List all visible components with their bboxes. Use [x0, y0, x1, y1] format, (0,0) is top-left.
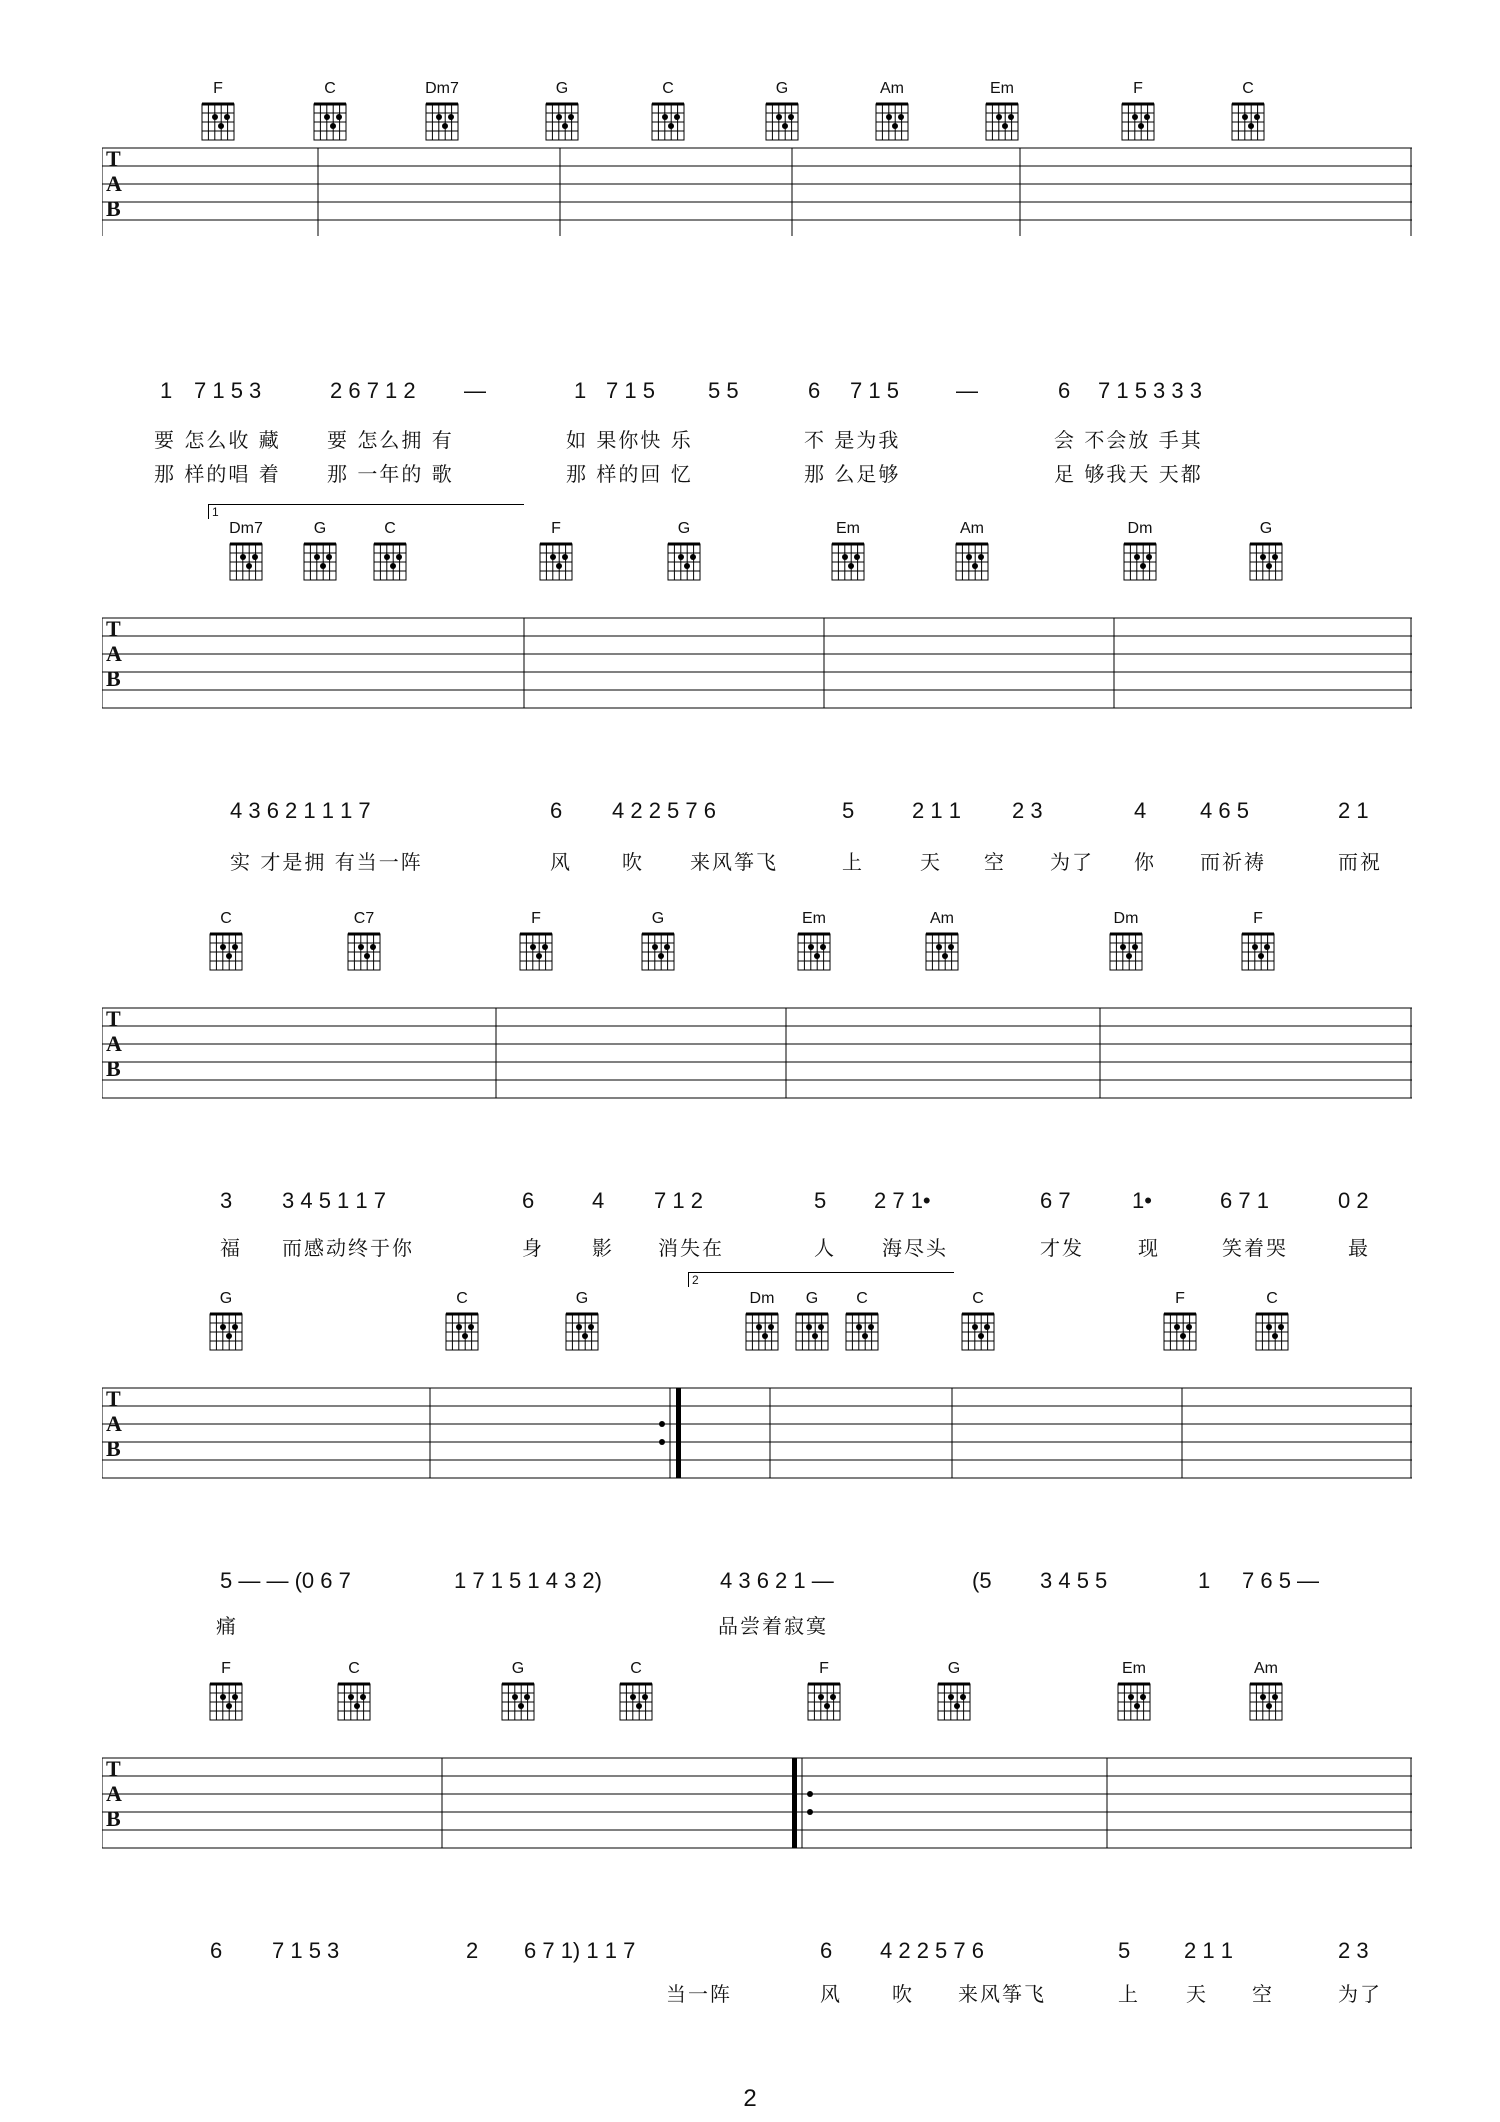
- chord-name: F: [1175, 1290, 1185, 1307]
- chord-grid-icon: [206, 928, 246, 972]
- chord-diagram: [736, 1290, 788, 1352]
- chord-grid-icon: [542, 98, 582, 142]
- chord-diagram: [632, 910, 684, 972]
- chord-grid-icon: [648, 98, 688, 142]
- chord-grid-icon: [638, 928, 678, 972]
- chord-grid-icon: [794, 928, 834, 972]
- tab-staff: [102, 146, 1412, 236]
- tab-clef: T A B: [106, 1006, 122, 1081]
- chord-name: G: [555, 80, 569, 97]
- chord-diagram: [338, 910, 390, 972]
- chord-grid-icon: [206, 1678, 246, 1722]
- chord-diagram: [1222, 80, 1274, 142]
- chord-diagram: [928, 1660, 980, 1722]
- chord-diagram: [294, 520, 346, 582]
- chord-diagram: [976, 80, 1028, 142]
- chord-grid-icon: [804, 1678, 844, 1722]
- tab-staff-lines: [102, 616, 1412, 710]
- chord-name: Em: [802, 910, 826, 927]
- chord-diagram: [436, 1290, 488, 1352]
- chord-grid-icon: [562, 1308, 602, 1352]
- chord-grid-icon: [742, 1308, 782, 1352]
- chord-grid-icon: [344, 928, 384, 972]
- chord-grid-icon: [762, 98, 802, 142]
- chord-grid-icon: [792, 1308, 832, 1352]
- number-line: 3 3 4 5 1 1 7 6 4 7 1 2 5 2 7 1• 6 7 1• 6 7 1 0 2: [220, 1188, 1369, 1213]
- page-number: 2: [743, 2085, 757, 2112]
- chord-diagram: [510, 910, 562, 972]
- chord-name: G: [219, 1290, 233, 1307]
- chord-diagram: [756, 80, 808, 142]
- chord-diagram: [1112, 80, 1164, 142]
- chord-diagram: [192, 80, 244, 142]
- chord-name: F: [1253, 910, 1263, 927]
- lyric-line-1: 实 才是拥 有当一阵 风 吹 来风筝飞 上 天 空 为了 你 而祈祷 而祝: [230, 850, 1382, 874]
- chord-diagram: [200, 1660, 252, 1722]
- chord-diagram: [1154, 1290, 1206, 1352]
- chord-diagram: [946, 520, 998, 582]
- chord-diagram: [328, 1660, 380, 1722]
- chord-grid-icon: [442, 1308, 482, 1352]
- chord-diagram: [658, 520, 710, 582]
- chord-grid-icon: [872, 98, 912, 142]
- chord-diagram: [822, 520, 874, 582]
- chord-grid-icon: [498, 1678, 538, 1722]
- chord-diagram: [1240, 1660, 1292, 1722]
- chord-grid-icon: [842, 1308, 882, 1352]
- chord-grid-icon: [198, 98, 238, 142]
- chord-grid-icon: [536, 538, 576, 582]
- chord-grid-icon: [1160, 1308, 1200, 1352]
- chord-diagram: [364, 520, 416, 582]
- tab-staff: [102, 1756, 1412, 1846]
- chord-name: G: [677, 520, 691, 537]
- chord-grid-icon: [664, 538, 704, 582]
- chord-grid-icon: [206, 1308, 246, 1352]
- tab-staff-lines: [102, 1006, 1412, 1100]
- tab-staff: [102, 1006, 1412, 1096]
- chord-name: F: [221, 1660, 231, 1677]
- chord-name: Dm: [749, 1290, 775, 1307]
- chord-name: Dm7: [425, 80, 459, 97]
- chord-diagram: [916, 910, 968, 972]
- chord-name: Dm: [1113, 910, 1139, 927]
- chord-diagram: [788, 910, 840, 972]
- chord-name: Am: [930, 910, 954, 927]
- chord-grid-icon: [1114, 1678, 1154, 1722]
- chord-name: Dm: [1127, 520, 1153, 537]
- tab-clef: T A B: [106, 146, 122, 221]
- chord-grid-icon: [616, 1678, 656, 1722]
- chord-grid-icon: [310, 98, 350, 142]
- chord-diagram: [530, 520, 582, 582]
- lyric-line-1: 福 而感动终于你 身 影 消失在 人 海尽头 才发 现 笑着哭 最: [220, 1236, 1370, 1260]
- chord-name: F: [531, 910, 541, 927]
- tab-staff: [102, 616, 1412, 706]
- chord-diagram: [610, 1660, 662, 1722]
- number-line: 4 3 6 2 1 1 1 7 6 4 2 2 5 7 6 5 2 1 1 2 3 4 4 6 5 2 1: [230, 798, 1369, 823]
- tab-clef: T A B: [106, 1756, 122, 1831]
- chord-name: F: [819, 1660, 829, 1677]
- chord-diagram: [1108, 1660, 1160, 1722]
- chord-name: C: [324, 80, 336, 97]
- number-line: 1 7 1 5 3 2 6 7 1 2 — 1 7 1 5 5 5 6 7 1 5 — 6 7 1 5 3 3 3: [160, 378, 1202, 403]
- tab-staff-lines: [102, 146, 1412, 236]
- chord-name: C: [972, 1290, 984, 1307]
- chord-grid-icon: [1228, 98, 1268, 142]
- chord-grid-icon: [828, 538, 868, 582]
- chord-name: C: [220, 910, 232, 927]
- chord-grid-icon: [370, 538, 410, 582]
- chord-grid-icon: [300, 538, 340, 582]
- lyric-line-1: 痛 品尝着寂寞: [216, 1614, 828, 1638]
- volta-2: 2: [688, 1272, 954, 1287]
- tab-clef: T A B: [106, 1386, 122, 1461]
- lyric-line-1: 当一阵 风 吹 来风筝飞 上 天 空 为了: [666, 1982, 1382, 2006]
- chord-diagram: [200, 1290, 252, 1352]
- chord-grid-icon: [982, 98, 1022, 142]
- chord-grid-icon: [1120, 538, 1160, 582]
- number-line: 5 — — (0 6 7 1 7 1 5 1 4 3 2) 4 3 6 2 1 — (5 3 4 5 5 1 7 6 5 —: [220, 1568, 1320, 1593]
- chord-grid-icon: [934, 1678, 974, 1722]
- chord-diagram: [536, 80, 588, 142]
- chord-name: C: [456, 1290, 468, 1307]
- chord-diagram: [1240, 520, 1292, 582]
- chord-grid-icon: [1106, 928, 1146, 972]
- chord-grid-icon: [958, 1308, 998, 1352]
- chord-diagram: [798, 1660, 850, 1722]
- chord-diagram: [1114, 520, 1166, 582]
- chord-diagram: [1246, 1290, 1298, 1352]
- chord-name: G: [511, 1660, 525, 1677]
- chord-grid-icon: [1118, 98, 1158, 142]
- lyric-line-1: 要 怎么收 藏 要 怎么拥 有 如 果你快 乐 不 是为我 会 不会放 手其: [154, 428, 1203, 452]
- chord-diagram: [642, 80, 694, 142]
- chord-diagram: [866, 80, 918, 142]
- lyric-line-2: 那 样的唱 着 那 一年的 歌 那 样的回 忆 那 么足够 足 够我天 天都: [154, 462, 1203, 486]
- tab-staff-lines: [102, 1386, 1412, 1480]
- chord-diagram: [304, 80, 356, 142]
- chord-name: Am: [960, 520, 984, 537]
- chord-name: C7: [353, 910, 375, 927]
- chord-name: G: [1259, 520, 1273, 537]
- chord-grid-icon: [952, 538, 992, 582]
- chord-diagram: [492, 1660, 544, 1722]
- chord-diagram: [220, 520, 272, 582]
- chord-name: F: [1133, 80, 1143, 97]
- chord-diagram: [786, 1290, 838, 1352]
- chord-name: C: [856, 1290, 868, 1307]
- chord-name: G: [313, 520, 327, 537]
- chord-name: C: [1242, 80, 1254, 97]
- chord-grid-icon: [1252, 1308, 1292, 1352]
- chord-name: G: [775, 80, 789, 97]
- chord-diagram: [200, 910, 252, 972]
- chord-grid-icon: [922, 928, 962, 972]
- chord-diagram: [1100, 910, 1152, 972]
- chord-grid-icon: [334, 1678, 374, 1722]
- chord-diagram: [556, 1290, 608, 1352]
- chord-name: G: [651, 910, 665, 927]
- tab-clef: T A B: [106, 616, 122, 691]
- chord-name: G: [575, 1290, 589, 1307]
- chord-name: Am: [1254, 1660, 1278, 1677]
- chord-name: F: [213, 80, 223, 97]
- chord-diagram: [1232, 910, 1284, 972]
- chord-grid-icon: [516, 928, 556, 972]
- chord-diagram: [952, 1290, 1004, 1352]
- chord-grid-icon: [1246, 538, 1286, 582]
- chord-grid-icon: [1238, 928, 1278, 972]
- chord-name: Em: [990, 80, 1014, 97]
- chord-name: Em: [1122, 1660, 1146, 1677]
- chord-name: C: [1266, 1290, 1278, 1307]
- tab-staff-lines: [102, 1756, 1412, 1850]
- chord-grid-icon: [226, 538, 266, 582]
- chord-name: Em: [836, 520, 860, 537]
- chord-name: C: [630, 1660, 642, 1677]
- chord-name: F: [551, 520, 561, 537]
- chord-name: C: [348, 1660, 360, 1677]
- number-line: 6 7 1 5 3 2 6 7 1) 1 1 7 6 4 2 2 5 7 6 5 2 1 1 2 3: [210, 1938, 1369, 1963]
- chord-name: G: [805, 1290, 819, 1307]
- tab-staff: [102, 1386, 1412, 1476]
- chord-grid-icon: [1246, 1678, 1286, 1722]
- chord-name: Dm7: [229, 520, 263, 537]
- chord-name: G: [947, 1660, 961, 1677]
- chord-diagram: [416, 80, 468, 142]
- chord-name: Am: [880, 80, 904, 97]
- volta-1: 1: [208, 504, 524, 519]
- chord-grid-icon: [422, 98, 462, 142]
- chord-diagram: [836, 1290, 888, 1352]
- chord-name: C: [662, 80, 674, 97]
- chord-name: C: [384, 520, 396, 537]
